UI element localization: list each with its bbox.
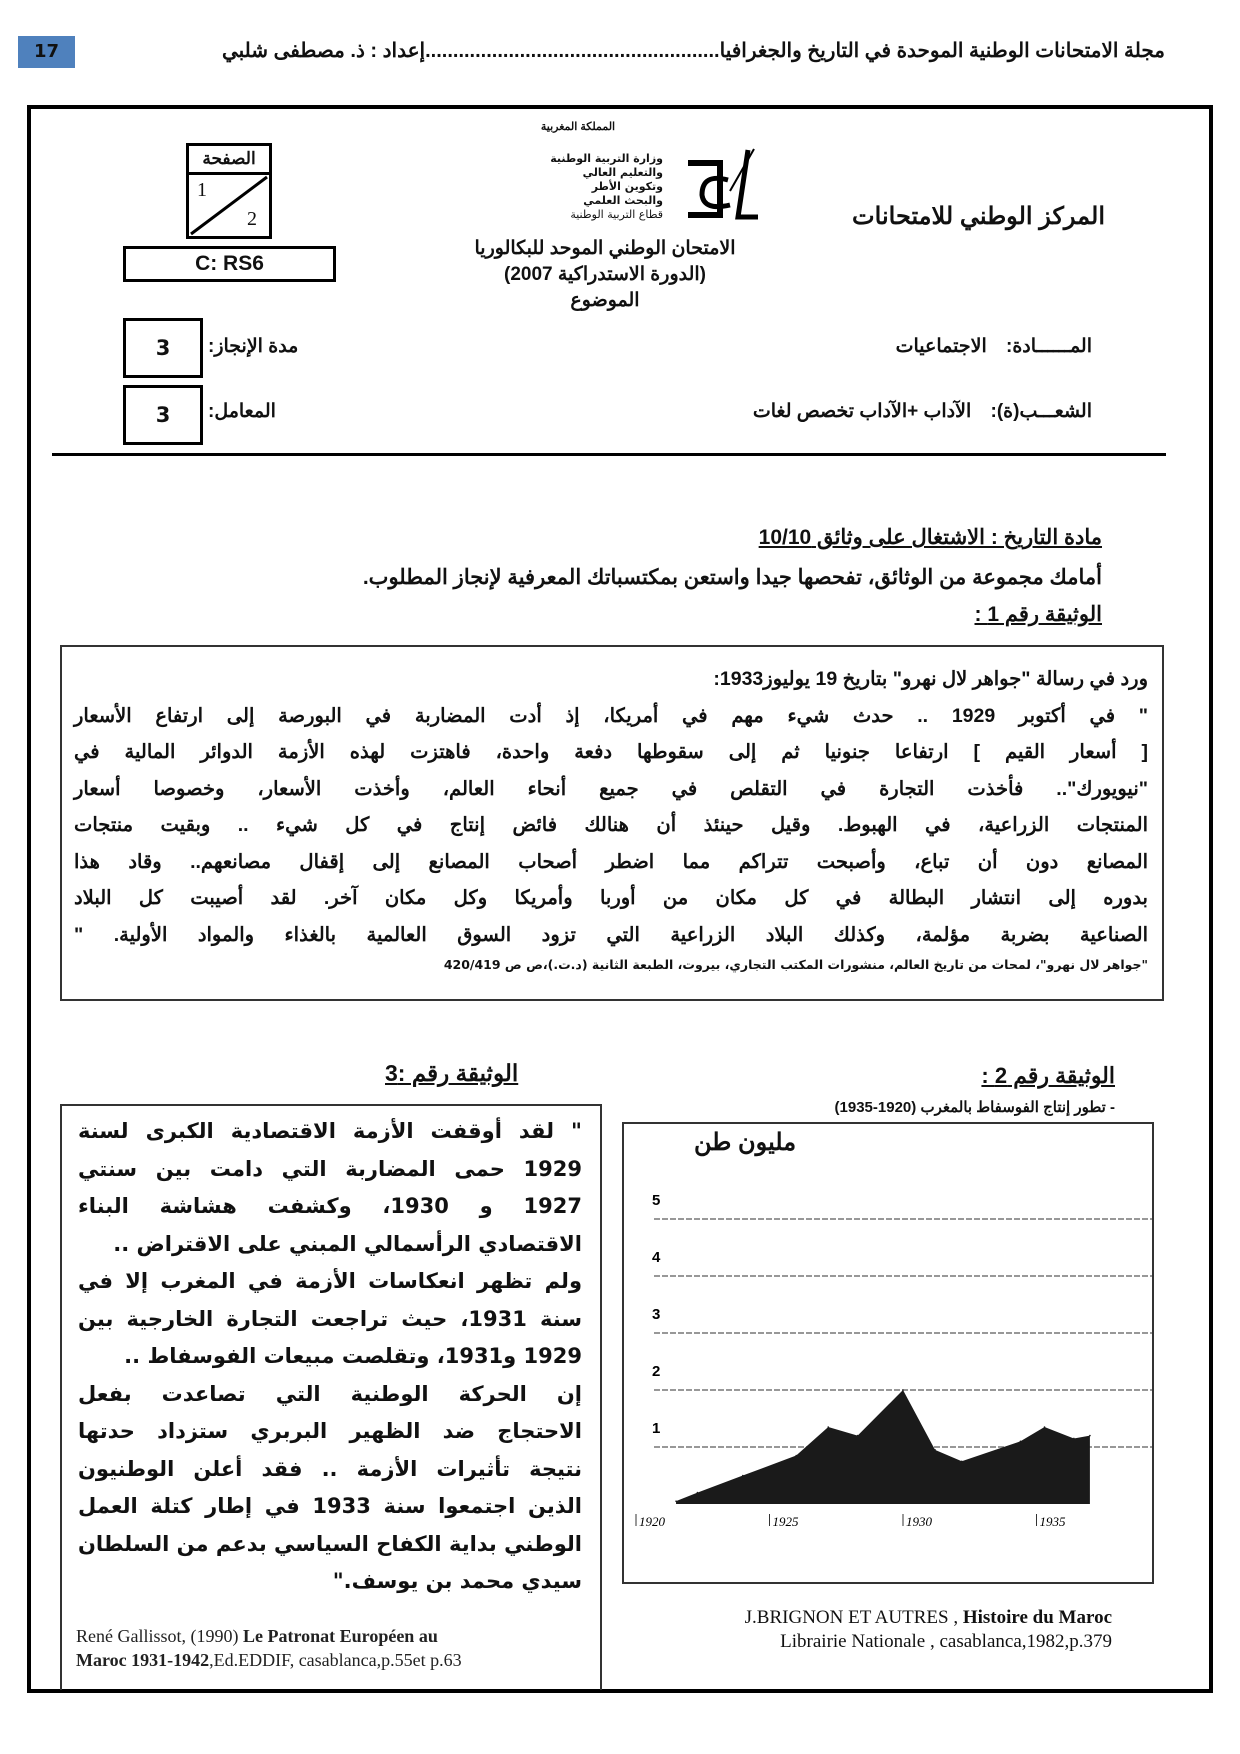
coefficient-label: المعامل:	[208, 401, 276, 422]
data-point	[902, 1389, 904, 1391]
y-tick-label: 3	[652, 1306, 661, 1323]
header-divider	[52, 453, 1166, 456]
data-point	[827, 1426, 829, 1428]
doc3-line: الاحتجاج ضد الظهير البربري ستزداد حدتها	[78, 1419, 582, 1443]
doc3-citation-rest: ,Ed.EDDIF, casablanca,p.55et p.63	[209, 1650, 462, 1670]
data-point	[1044, 1426, 1046, 1428]
doc3-citation-title: Le Patronat Européen au	[242, 1626, 438, 1646]
data-point	[742, 1475, 744, 1477]
ministry-line: وزارة التربية الوطنية	[550, 152, 663, 165]
doc2-subtitle: - تطور إنتاج الفوسفاط بالمغرب (1920-1935)	[834, 1099, 1115, 1116]
ministry-line: والبحث العلمي	[583, 194, 663, 207]
ministry-line: والتعليم العالي	[582, 166, 663, 179]
doc2-citation	[622, 1606, 1112, 1654]
y-tick-label: 5	[652, 1192, 661, 1209]
matter-row	[896, 335, 1092, 358]
doc3-citation	[76, 1624, 462, 1672]
exam-title: الامتحان الوطني الموحد للبكالوريا	[474, 238, 736, 259]
data-point	[1020, 1441, 1022, 1443]
doc3-line: الذين اجتمعوا سنة 1933 في إطار كتلة العمل	[78, 1494, 582, 1518]
page-indicator-box	[186, 143, 272, 239]
matter-label: المــــــادة:	[1006, 336, 1092, 357]
doc2-heading: الوثيقة رقم 2 :	[981, 1063, 1115, 1088]
data-point	[675, 1500, 677, 1502]
doc3-line: سيدي محمد بن يوسف."	[332, 1569, 582, 1593]
kingdom-label: المملكة المغربية	[540, 121, 616, 133]
page-number-badge: 17	[18, 36, 75, 68]
doc1-line: الصناعية بضربة مؤلمة، وكذلك البلاد الزراعية التي تزود السوق العالمية بالغذاء والمواد الأولية. "	[74, 923, 1148, 946]
doc1-box	[60, 645, 1164, 1001]
branch-value: الآداب +الآداب تخصص لغات	[752, 401, 972, 422]
data-point	[1089, 1435, 1091, 1437]
section-title: مادة التاريخ : الاشتغال على وثائق 10/10	[758, 526, 1102, 549]
exam-title-block	[470, 236, 740, 314]
ministry-line: قطاع التربية الوطنية	[570, 208, 663, 221]
coefficient-value: 3	[123, 385, 203, 445]
x-tick-label: 1925	[772, 1514, 799, 1529]
subject-label: الموضوع	[570, 290, 640, 311]
chart-ylabel: مليون طن	[694, 1129, 797, 1156]
phosphate-chart	[624, 1124, 1152, 1582]
doc3-line: " لقد أوقفت الأزمة الاقتصادية الكبرى لسنة	[78, 1119, 582, 1143]
branch-row	[753, 400, 1092, 423]
doc1-heading: الوثيقة رقم 1 :	[974, 603, 1102, 626]
page-box-label: الصفحة	[189, 146, 269, 175]
doc3-line: سنة 1931، حيث تراجعت التجارة الخارجية بين	[78, 1306, 582, 1331]
doc3-line: الاقتصادي الرأسمالي المبني على الاقتراض ..	[113, 1231, 582, 1256]
x-tick-label: 1930	[906, 1514, 932, 1529]
doc3-line: نتيجة تأثيرات الأزمة .. فقد أعلن الوطنيون	[78, 1456, 582, 1481]
ministry-logo-icon	[680, 145, 762, 223]
y-tick-label: 1	[652, 1420, 661, 1437]
center-name: المركز الوطني للامتحانات	[852, 203, 1105, 230]
doc3-heading: الوثيقة رقم :3	[385, 1060, 519, 1086]
running-title: مجلة الامتحانات الوطنية الموحدة في التاريخ والجغرافيا.....................................................إعداد : ذ. مصطفى شلبي	[221, 40, 1165, 62]
doc2-citation-title: Histoire du Maroc	[962, 1607, 1112, 1628]
doc1-line: المصانع دون أن تباع، وأصبحت تتراكم مما اضطر أصحاب المصانع إلى إقفال مصانعهم.. وقاد هذا	[74, 850, 1148, 873]
duration-label: مدة الإنجاز:	[208, 336, 299, 357]
doc1-line: ورد في رسالة "جواهر لال نهرو" بتاريخ 19 يوليوز1933:	[713, 668, 1148, 690]
data-point	[795, 1455, 797, 1457]
doc2-citation-author: J.BRIGNON ET AUTRES ,	[744, 1607, 959, 1628]
data-point	[697, 1492, 699, 1494]
data-point	[961, 1460, 963, 1462]
doc1-line: المنتجات الزراعية، في الهبوط. وقيل حينئذ أن هنالك فائض إنتاج في كل شيء .. وبقيت منتجات	[74, 814, 1148, 836]
doc3-line: 1929 و1931، وتقلصت مبيعات الفوسفاط ..	[124, 1344, 582, 1368]
doc1-line: بدوره إلى انتشار البطالة في كل مكان من أوربا وأمريكا وكل مكان آخر. لقد أصيبت كل البلاد	[74, 887, 1148, 909]
doc3-citation-title-2: Maroc 1931-1942	[76, 1650, 210, 1670]
ministry-block	[485, 152, 663, 222]
page-current: 1	[197, 179, 207, 201]
doc3-line: ولم تظهر انعكاسات الأزمة في المغرب إلا في	[78, 1269, 582, 1293]
doc3-line: الوطني بداية الكفاح السياسي بدعم من السلطان	[78, 1531, 582, 1556]
branch-label: الشعـــب(ة):	[990, 401, 1092, 422]
matter-value: الاجتماعيات	[895, 336, 987, 357]
x-tick-label: 1920	[639, 1514, 665, 1529]
doc3-line: 1927 و 1930، وكشفت هشاشة البناء	[78, 1194, 582, 1218]
doc3-line: إن الحركة الوطنية التي تصاعدت بفعل	[78, 1381, 582, 1406]
exam-code: C: RS6	[123, 246, 336, 282]
doc3-box	[60, 1104, 602, 1690]
data-point	[857, 1435, 859, 1437]
duration-value: 3	[123, 318, 203, 378]
x-tick-label: 1935	[1039, 1514, 1066, 1529]
doc3-citation-author: René Gallissot, (1990)	[76, 1626, 239, 1646]
exam-session: (الدورة الاستدراكية 2007)	[503, 264, 706, 285]
doc2-citation-publisher: Librairie Nationale , casablanca,1982,p.379	[780, 1631, 1112, 1652]
ministry-line: وتكوين الأطر	[591, 180, 663, 193]
doc1-source: "جواهر لال نهرو"، لمحات من تاريخ العالم، منشورات المكتب التجاري، بيروت، الطبعة الثانية (د.ت.)،ص ص 420/419	[443, 957, 1148, 972]
doc1-line: " في أكتوبر 1929 .. حدث شيء مهم في أمريكا، إذ أدت المضاربة في البورصة إلى ارتفاع الأسعار	[74, 704, 1148, 727]
data-point	[1073, 1438, 1075, 1440]
data-point	[934, 1449, 936, 1451]
doc2-chart-box	[622, 1122, 1154, 1584]
y-tick-label: 2	[652, 1363, 661, 1380]
page-total: 2	[247, 208, 257, 230]
doc1-line: [ أسعار القيم ] ارتفاعا جنونيا ثم إلى سقوطها دفعة واحدة، فاهتزت لهذه الأزمة الدوائر المالية في	[74, 741, 1148, 763]
section-instruction: أمامك مجموعة من الوثائق، تفحصها جيدا واستعن بمكتسباتك المعرفية لإنجاز المطلوب.	[362, 566, 1102, 589]
doc1-line: "نيويورك".. فأخذت التجارة في التقلص في جميع أنحاء العالم، وأخذت الأسعار، وخصوصا أسعار	[74, 777, 1148, 800]
y-tick-label: 4	[652, 1249, 661, 1266]
doc3-line: 1929 حمى المضاربة التي دامت بين سنتي	[78, 1156, 582, 1181]
